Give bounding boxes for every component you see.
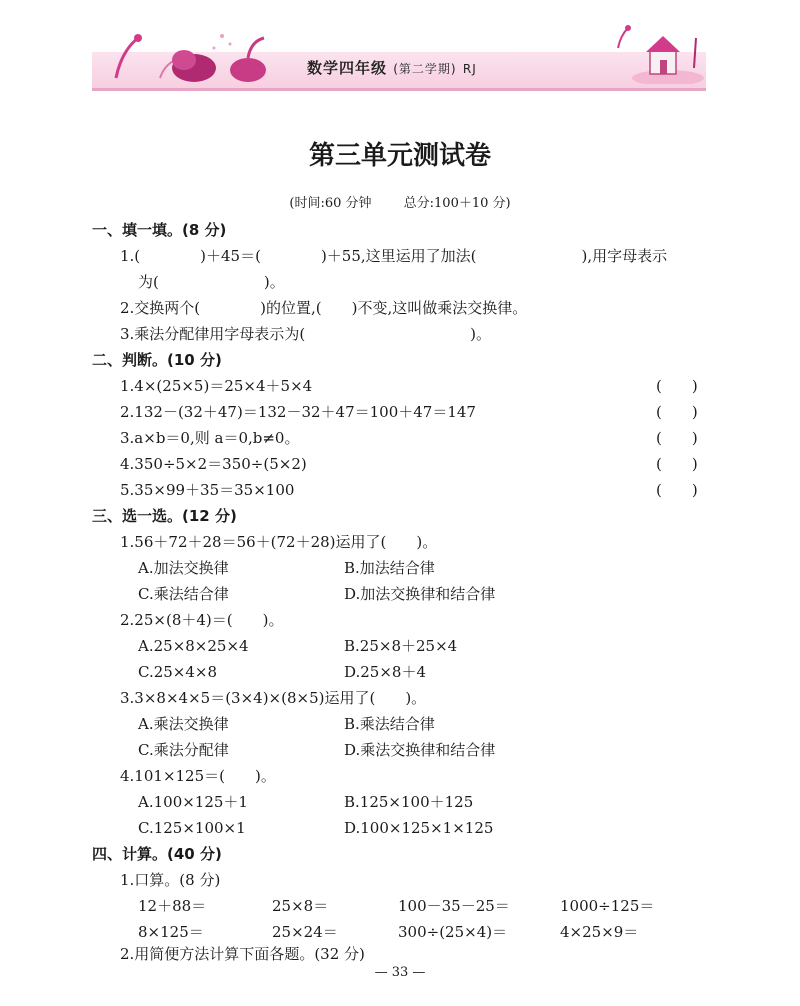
house-decoration-icon bbox=[598, 18, 706, 84]
judgement-item: 5.35×99＋35＝35×100 bbox=[120, 481, 295, 499]
judgement-item: 4.350÷5×2＝350÷(5×2) bbox=[120, 455, 307, 473]
section-heading: 一、填一填。(8 分) bbox=[92, 221, 227, 239]
judgement-item: 1.4×(25×5)＝25×4＋5×4 bbox=[120, 377, 313, 395]
choice-option: B.125×100＋125 bbox=[344, 793, 474, 811]
answer-bracket: ( ) bbox=[656, 455, 698, 473]
sub-question: 2.用简便方法计算下面各题。(32 分) bbox=[120, 945, 365, 963]
page-number: — 33 — bbox=[374, 965, 426, 980]
answer-bracket: ( ) bbox=[656, 403, 698, 421]
question-text: 1.( )＋45＝( )＋55,这里运用了加法( ),用字母表示 bbox=[120, 247, 668, 265]
mental-math-item: 4×25×9＝ bbox=[560, 923, 639, 941]
choice-option: A.100×125＋1 bbox=[138, 793, 248, 811]
choice-option: C.125×100×1 bbox=[138, 819, 246, 837]
judgement-item: 3.a×b＝0,则 a＝0,b≠0。 bbox=[120, 429, 300, 447]
choice-stem: 4.101×125＝( )。 bbox=[120, 767, 276, 785]
choice-option: C.25×4×8 bbox=[138, 663, 218, 681]
answer-bracket: ( ) bbox=[656, 429, 698, 447]
choice-option: C.乘法分配律 bbox=[138, 741, 229, 759]
page-title: 第三单元测试卷 bbox=[308, 141, 491, 171]
header-title: 数学四年级 (第二学期) RJ bbox=[307, 59, 477, 77]
choice-stem: 1.56＋72＋28＝56＋(72＋28)运用了( )。 bbox=[120, 533, 438, 551]
section-heading: 三、选一选。(12 分) bbox=[92, 507, 237, 525]
mental-math-item: 300÷(25×4)＝ bbox=[398, 923, 508, 941]
mental-math-item: 12＋88＝ bbox=[138, 897, 207, 915]
question-text: 2.交换两个( )的位置,( )不变,这叫做乘法交换律。 bbox=[120, 299, 528, 317]
choice-stem: 2.25×(8＋4)＝( )。 bbox=[120, 611, 284, 629]
mental-math-item: 100－35－25＝ bbox=[398, 897, 510, 915]
flower-decoration-icon bbox=[98, 18, 288, 84]
choice-option: C.乘法结合律 bbox=[138, 585, 229, 603]
choice-option: D.25×8＋4 bbox=[344, 663, 427, 681]
choice-option: D.加法交换律和结合律 bbox=[344, 585, 496, 603]
choice-option: A.加法交换律 bbox=[138, 559, 229, 577]
answer-bracket: ( ) bbox=[656, 377, 698, 395]
sub-question: 1.口算。(8 分) bbox=[120, 871, 221, 889]
mental-math-item: 8×125＝ bbox=[138, 923, 204, 941]
choice-option: B.25×8＋25×4 bbox=[344, 637, 458, 655]
exam-total: 总分:100＋10 分) bbox=[403, 196, 511, 211]
question-text: 为( )。 bbox=[138, 273, 285, 291]
mental-math-item: 25×8＝ bbox=[272, 897, 329, 915]
exam-time: (时间:60 分钟 bbox=[289, 196, 372, 211]
mental-math-item: 1000÷125＝ bbox=[560, 897, 655, 915]
choice-option: A.乘法交换律 bbox=[138, 715, 229, 733]
answer-bracket: ( ) bbox=[656, 481, 698, 499]
choice-option: B.乘法结合律 bbox=[344, 715, 435, 733]
question-text: 3.乘法分配律用字母表示为( )。 bbox=[120, 325, 492, 343]
exam-meta bbox=[0, 192, 800, 211]
choice-option: D.乘法交换律和结合律 bbox=[344, 741, 496, 759]
choice-option: A.25×8×25×4 bbox=[138, 637, 249, 655]
page-header bbox=[92, 18, 706, 84]
choice-option: B.加法结合律 bbox=[344, 559, 435, 577]
section-heading: 四、计算。(40 分) bbox=[92, 845, 222, 863]
choice-stem: 3.3×8×4×5＝(3×4)×(8×5)运用了( )。 bbox=[120, 689, 427, 707]
judgement-item: 2.132－(32＋47)＝132－32＋47＝100＋47＝147 bbox=[120, 403, 476, 421]
choice-option: D.100×125×1×125 bbox=[344, 819, 494, 837]
mental-math-item: 25×24＝ bbox=[272, 923, 338, 941]
section-heading: 二、判断。(10 分) bbox=[92, 351, 222, 369]
